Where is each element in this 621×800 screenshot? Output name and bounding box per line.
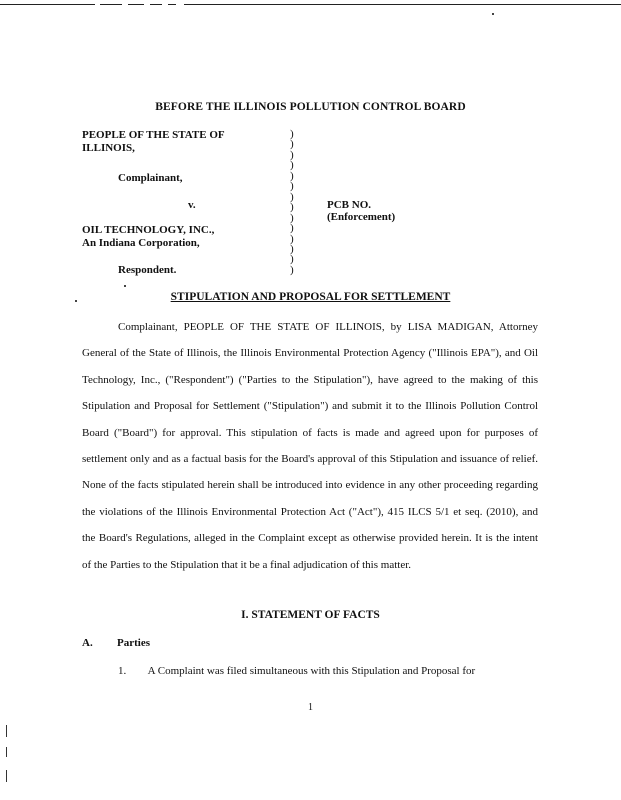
defendant-name-line1: OIL TECHNOLOGY, INC., <box>82 224 215 236</box>
caption-paren: ) <box>290 128 294 140</box>
versus: v. <box>188 199 196 211</box>
plaintiff-name-line2: ILLINOIS, <box>82 142 135 154</box>
caption-paren: ) <box>290 232 294 245</box>
plaintiff-name-line1: PEOPLE OF THE STATE OF <box>82 129 225 141</box>
subsection-letter: A. <box>82 637 93 649</box>
caption-paren: ) <box>290 148 294 161</box>
defendant-role: Respondent. <box>118 264 177 276</box>
scan-rule <box>150 4 162 5</box>
scan-rule <box>168 4 176 5</box>
case-number: PCB NO. <box>327 199 371 211</box>
section-heading: I. STATEMENT OF FACTS <box>241 609 380 621</box>
paragraph-number: 1. <box>118 665 127 677</box>
caption-parentheses <box>290 129 294 275</box>
caption-paren: ) <box>290 138 294 151</box>
scan-margin-mark <box>6 725 7 737</box>
document-title: STIPULATION AND PROPOSAL FOR SETTLEMENT <box>170 291 451 303</box>
numbered-paragraph-1 <box>82 665 538 677</box>
subsection-heading <box>82 637 150 649</box>
caption-paren: ) <box>290 159 294 172</box>
caption-paren: ) <box>290 263 294 276</box>
intro-paragraph: Complainant, PEOPLE OF THE STATE OF ILLINOIS, by LISA MADIGAN, Attorney General of the State of Illinois, the Illinois Environmental Protection Agency ("Illinois EPA"), and Oil Technology, Inc., ("Respondent") ("Parties to the Stipulation"), have agreed to the making of this Stipulation and Proposal for Settlement ("Stipulation") and submit it to the Illinois Pollution Control Board ("Board") for approval. This stipulation of facts is made and agreed upon for purposes of settlement only and as a factual basis for the Board's approval of this Stipulation and issuance of relief. None of the facts stipulated herein shall be introduced into evidence in any other proceeding regarding the violations of the Illinois Environmental Protection Act ("Act"), 415 ILCS 5/1 et seq. (2010), and the Board's Regulations, alleged in the Complaint except as otherwise provided herein. It is the intent of the Parties to the Stipulation that it be a final adjudication of this matter. <box>82 321 538 571</box>
scan-margin-mark <box>6 770 7 782</box>
case-type: (Enforcement) <box>327 211 396 223</box>
caption-paren: ) <box>290 190 294 203</box>
caption-paren: ) <box>290 201 294 214</box>
caption-paren: ) <box>290 180 294 193</box>
scan-speck <box>124 285 126 287</box>
subsection-title: Parties <box>117 637 150 649</box>
caption-paren: ) <box>290 222 294 235</box>
caption-paren: ) <box>290 211 294 224</box>
paragraph-text: A Complaint was filed simultaneous with this Stipulation and Proposal for <box>147 665 476 677</box>
scan-rule <box>128 4 144 5</box>
caption-paren: ) <box>290 169 294 182</box>
scan-rule <box>184 4 621 5</box>
caption-paren: ) <box>290 242 294 255</box>
scan-rule <box>100 4 122 5</box>
scan-margin-mark <box>6 747 7 757</box>
plaintiff-role: Complainant, <box>118 172 183 184</box>
caption-paren: ) <box>290 253 294 266</box>
board-heading: BEFORE THE ILLINOIS POLLUTION CONTROL BOARD <box>155 101 466 113</box>
scan-rule <box>0 4 95 5</box>
page-number: 1 <box>308 702 313 713</box>
defendant-name-line2: An Indiana Corporation, <box>82 237 200 249</box>
scan-speck <box>492 13 494 15</box>
